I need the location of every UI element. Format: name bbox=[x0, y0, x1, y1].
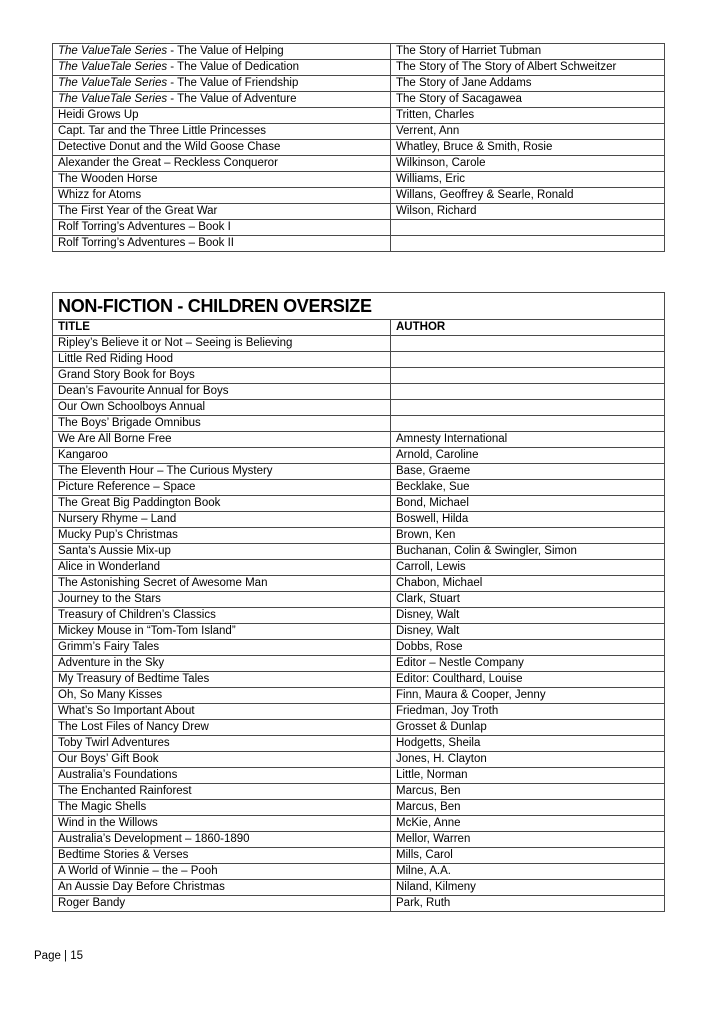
table-row bbox=[53, 816, 665, 832]
book-title: Heidi Grows Up bbox=[58, 109, 139, 121]
book-title-cell bbox=[53, 204, 391, 220]
book-title-cell: Santa’s Aussie Mix-up bbox=[53, 544, 391, 560]
book-title-cell bbox=[53, 172, 391, 188]
book-author-cell: The Story of Harriet Tubman bbox=[391, 44, 665, 60]
book-title: The First Year of the Great War bbox=[58, 205, 218, 217]
book-title-cell bbox=[53, 44, 391, 60]
table-row bbox=[53, 512, 665, 528]
series-name: The ValueTale Series bbox=[58, 77, 168, 89]
table-row bbox=[53, 140, 665, 156]
book-title-cell bbox=[53, 76, 391, 92]
book-title-cell: Nursery Rhyme – Land bbox=[53, 512, 391, 528]
book-title: Capt. Tar and the Three Little Princesses bbox=[58, 125, 266, 137]
table-row bbox=[53, 480, 665, 496]
book-title-cell bbox=[53, 92, 391, 108]
book-title-cell: Adventure in the Sky bbox=[53, 656, 391, 672]
book-title-cell: Little Red Riding Hood bbox=[53, 352, 391, 368]
book-author-cell bbox=[391, 400, 665, 416]
book-author-cell: Disney, Walt bbox=[391, 624, 665, 640]
header-row bbox=[53, 320, 665, 336]
table-row bbox=[53, 640, 665, 656]
book-title: The Wooden Horse bbox=[58, 173, 158, 185]
book-title-cell: Journey to the Stars bbox=[53, 592, 391, 608]
table-row bbox=[53, 832, 665, 848]
book-title-cell: Grimm’s Fairy Tales bbox=[53, 640, 391, 656]
table-row bbox=[53, 124, 665, 140]
table-row bbox=[53, 576, 665, 592]
book-title-cell: The Lost Files of Nancy Drew bbox=[53, 720, 391, 736]
table-row bbox=[53, 236, 665, 252]
book-title-cell: The Astonishing Secret of Awesome Man bbox=[53, 576, 391, 592]
book-title-cell: Dean’s Favourite Annual for Boys bbox=[53, 384, 391, 400]
section-title-row bbox=[53, 293, 665, 320]
book-title-cell: Mucky Pup’s Christmas bbox=[53, 528, 391, 544]
table-row bbox=[53, 848, 665, 864]
book-author-cell: Becklake, Sue bbox=[391, 480, 665, 496]
book-title-cell bbox=[53, 60, 391, 76]
book-author-cell: Park, Ruth bbox=[391, 896, 665, 912]
book-author-cell: Willans, Geoffrey & Searle, Ronald bbox=[391, 188, 665, 204]
book-author-cell: Editor: Coulthard, Louise bbox=[391, 672, 665, 688]
book-title-cell: Oh, So Many Kisses bbox=[53, 688, 391, 704]
table-row bbox=[53, 76, 665, 92]
table-row bbox=[53, 156, 665, 172]
table-row bbox=[53, 544, 665, 560]
table-row bbox=[53, 220, 665, 236]
book-author-cell: Mellor, Warren bbox=[391, 832, 665, 848]
book-title-cell: Kangaroo bbox=[53, 448, 391, 464]
book-author-cell: The Story of The Story of Albert Schweitzer bbox=[391, 60, 665, 76]
table-row bbox=[53, 896, 665, 912]
book-title-cell bbox=[53, 220, 391, 236]
book-author-cell bbox=[391, 352, 665, 368]
book-title: Whizz for Atoms bbox=[58, 189, 142, 201]
book-author-cell: Clark, Stuart bbox=[391, 592, 665, 608]
book-author-cell: Disney, Walt bbox=[391, 608, 665, 624]
table-row bbox=[53, 108, 665, 124]
book-title-cell: What’s So Important About bbox=[53, 704, 391, 720]
table-row bbox=[53, 432, 665, 448]
book-author-cell: Marcus, Ben bbox=[391, 800, 665, 816]
book-author-cell: Marcus, Ben bbox=[391, 784, 665, 800]
book-author-cell: Finn, Maura & Cooper, Jenny bbox=[391, 688, 665, 704]
book-author-cell: Amnesty International bbox=[391, 432, 665, 448]
series-name: The ValueTale Series bbox=[58, 61, 168, 73]
table-row bbox=[53, 784, 665, 800]
table-row bbox=[53, 672, 665, 688]
book-title-cell: An Aussie Day Before Christmas bbox=[53, 880, 391, 896]
page-number: Page | 15 bbox=[34, 950, 84, 962]
book-title-cell bbox=[53, 236, 391, 252]
table-row bbox=[53, 864, 665, 880]
book-author-cell: The Story of Jane Addams bbox=[391, 76, 665, 92]
table-row bbox=[53, 172, 665, 188]
book-title-cell: The Magic Shells bbox=[53, 800, 391, 816]
book-title: The Value of Friendship bbox=[177, 77, 299, 89]
table-row bbox=[53, 464, 665, 480]
book-title-cell: Our Own Schoolboys Annual bbox=[53, 400, 391, 416]
book-author-cell: Editor – Nestle Company bbox=[391, 656, 665, 672]
table-row bbox=[53, 880, 665, 896]
column-header-title: TITLE bbox=[53, 320, 391, 336]
book-author-cell: Mills, Carol bbox=[391, 848, 665, 864]
book-author-cell: Buchanan, Colin & Swingler, Simon bbox=[391, 544, 665, 560]
table-row bbox=[53, 60, 665, 76]
series-name: The ValueTale Series bbox=[58, 93, 168, 105]
book-author-cell: The Story of Sacagawea bbox=[391, 92, 665, 108]
book-author-cell bbox=[391, 416, 665, 432]
book-author-cell: Verrent, Ann bbox=[391, 124, 665, 140]
book-author-cell: Wilkinson, Carole bbox=[391, 156, 665, 172]
book-author-cell: Boswell, Hilda bbox=[391, 512, 665, 528]
table-row bbox=[53, 204, 665, 220]
book-author-cell: Williams, Eric bbox=[391, 172, 665, 188]
book-title: Alexander the Great – Reckless Conqueror bbox=[58, 157, 278, 169]
book-title-cell: Ripley’s Believe it or Not – Seeing is Believing bbox=[53, 336, 391, 352]
book-title-cell bbox=[53, 156, 391, 172]
book-author-cell bbox=[391, 336, 665, 352]
book-title-cell bbox=[53, 188, 391, 204]
series-separator: - bbox=[167, 93, 178, 105]
book-title: Rolf Torring’s Adventures – Book I bbox=[58, 221, 231, 233]
book-title: The Value of Dedication bbox=[177, 61, 300, 73]
table-row bbox=[53, 448, 665, 464]
book-author-cell bbox=[391, 236, 665, 252]
book-title: The Value of Adventure bbox=[177, 93, 297, 105]
book-author-cell: Wilson, Richard bbox=[391, 204, 665, 220]
book-author-cell: Base, Graeme bbox=[391, 464, 665, 480]
table-row bbox=[53, 800, 665, 816]
book-title-cell: Bedtime Stories & Verses bbox=[53, 848, 391, 864]
book-title-cell: A World of Winnie – the – Pooh bbox=[53, 864, 391, 880]
table-row bbox=[53, 704, 665, 720]
book-title: The Value of Helping bbox=[177, 45, 284, 57]
book-title-cell: Roger Bandy bbox=[53, 896, 391, 912]
series-separator: - bbox=[167, 77, 178, 89]
book-title-cell: We Are All Borne Free bbox=[53, 432, 391, 448]
book-author-cell: Brown, Ken bbox=[391, 528, 665, 544]
table-row bbox=[53, 624, 665, 640]
book-author-cell: Jones, H. Clayton bbox=[391, 752, 665, 768]
table-row bbox=[53, 384, 665, 400]
table-row bbox=[53, 528, 665, 544]
series-name: The ValueTale Series bbox=[58, 45, 168, 57]
book-author-cell: Arnold, Caroline bbox=[391, 448, 665, 464]
book-author-cell: Dobbs, Rose bbox=[391, 640, 665, 656]
book-title-cell: The Enchanted Rainforest bbox=[53, 784, 391, 800]
book-title-cell: Mickey Mouse in “Tom-Tom Island” bbox=[53, 624, 391, 640]
book-title: Detective Donut and the Wild Goose Chase bbox=[58, 141, 281, 153]
book-title-cell bbox=[53, 124, 391, 140]
table-row bbox=[53, 352, 665, 368]
book-author-cell: McKie, Anne bbox=[391, 816, 665, 832]
continued-book-table bbox=[52, 43, 665, 252]
book-author-cell: Friedman, Joy Troth bbox=[391, 704, 665, 720]
book-author-cell: Carroll, Lewis bbox=[391, 560, 665, 576]
book-author-cell: Whatley, Bruce & Smith, Rosie bbox=[391, 140, 665, 156]
book-title-cell bbox=[53, 108, 391, 124]
table-row bbox=[53, 768, 665, 784]
table-row bbox=[53, 656, 665, 672]
book-author-cell: Niland, Kilmeny bbox=[391, 880, 665, 896]
section-title: NON-FICTION - CHILDREN OVERSIZE bbox=[53, 293, 665, 320]
table-row bbox=[53, 368, 665, 384]
table-row bbox=[53, 752, 665, 768]
book-title-cell bbox=[53, 140, 391, 156]
table-row bbox=[53, 608, 665, 624]
non-fiction-oversize-table bbox=[52, 292, 665, 912]
book-title-cell: Australia’s Development – 1860-1890 bbox=[53, 832, 391, 848]
book-title-cell: Grand Story Book for Boys bbox=[53, 368, 391, 384]
book-author-cell: Milne, A.A. bbox=[391, 864, 665, 880]
book-author-cell: Little, Norman bbox=[391, 768, 665, 784]
book-author-cell bbox=[391, 384, 665, 400]
column-header-author: AUTHOR bbox=[391, 320, 665, 336]
table-row bbox=[53, 416, 665, 432]
table-row bbox=[53, 720, 665, 736]
book-title-cell: Treasury of Children’s Classics bbox=[53, 608, 391, 624]
table-row bbox=[53, 736, 665, 752]
book-author-cell bbox=[391, 220, 665, 236]
table-row bbox=[53, 92, 665, 108]
book-author-cell: Bond, Michael bbox=[391, 496, 665, 512]
table-row bbox=[53, 400, 665, 416]
table-row bbox=[53, 336, 665, 352]
book-title-cell: Wind in the Willows bbox=[53, 816, 391, 832]
book-title-cell: Picture Reference – Space bbox=[53, 480, 391, 496]
series-separator: - bbox=[167, 45, 178, 57]
table-row bbox=[53, 188, 665, 204]
book-title-cell: Our Boys’ Gift Book bbox=[53, 752, 391, 768]
book-title: Rolf Torring’s Adventures – Book II bbox=[58, 237, 235, 249]
book-author-cell: Hodgetts, Sheila bbox=[391, 736, 665, 752]
table-row bbox=[53, 44, 665, 60]
book-author-cell: Grosset & Dunlap bbox=[391, 720, 665, 736]
table-row bbox=[53, 560, 665, 576]
book-title-cell: My Treasury of Bedtime Tales bbox=[53, 672, 391, 688]
book-title-cell: Toby Twirl Adventures bbox=[53, 736, 391, 752]
table-row bbox=[53, 688, 665, 704]
book-title-cell: The Boys’ Brigade Omnibus bbox=[53, 416, 391, 432]
series-separator: - bbox=[167, 61, 178, 73]
book-title-cell: Alice in Wonderland bbox=[53, 560, 391, 576]
book-author-cell bbox=[391, 368, 665, 384]
book-title-cell: The Great Big Paddington Book bbox=[53, 496, 391, 512]
table-row bbox=[53, 496, 665, 512]
book-author-cell: Tritten, Charles bbox=[391, 108, 665, 124]
book-title-cell: The Eleventh Hour – The Curious Mystery bbox=[53, 464, 391, 480]
book-title-cell: Australia’s Foundations bbox=[53, 768, 391, 784]
book-author-cell: Chabon, Michael bbox=[391, 576, 665, 592]
table-row bbox=[53, 592, 665, 608]
